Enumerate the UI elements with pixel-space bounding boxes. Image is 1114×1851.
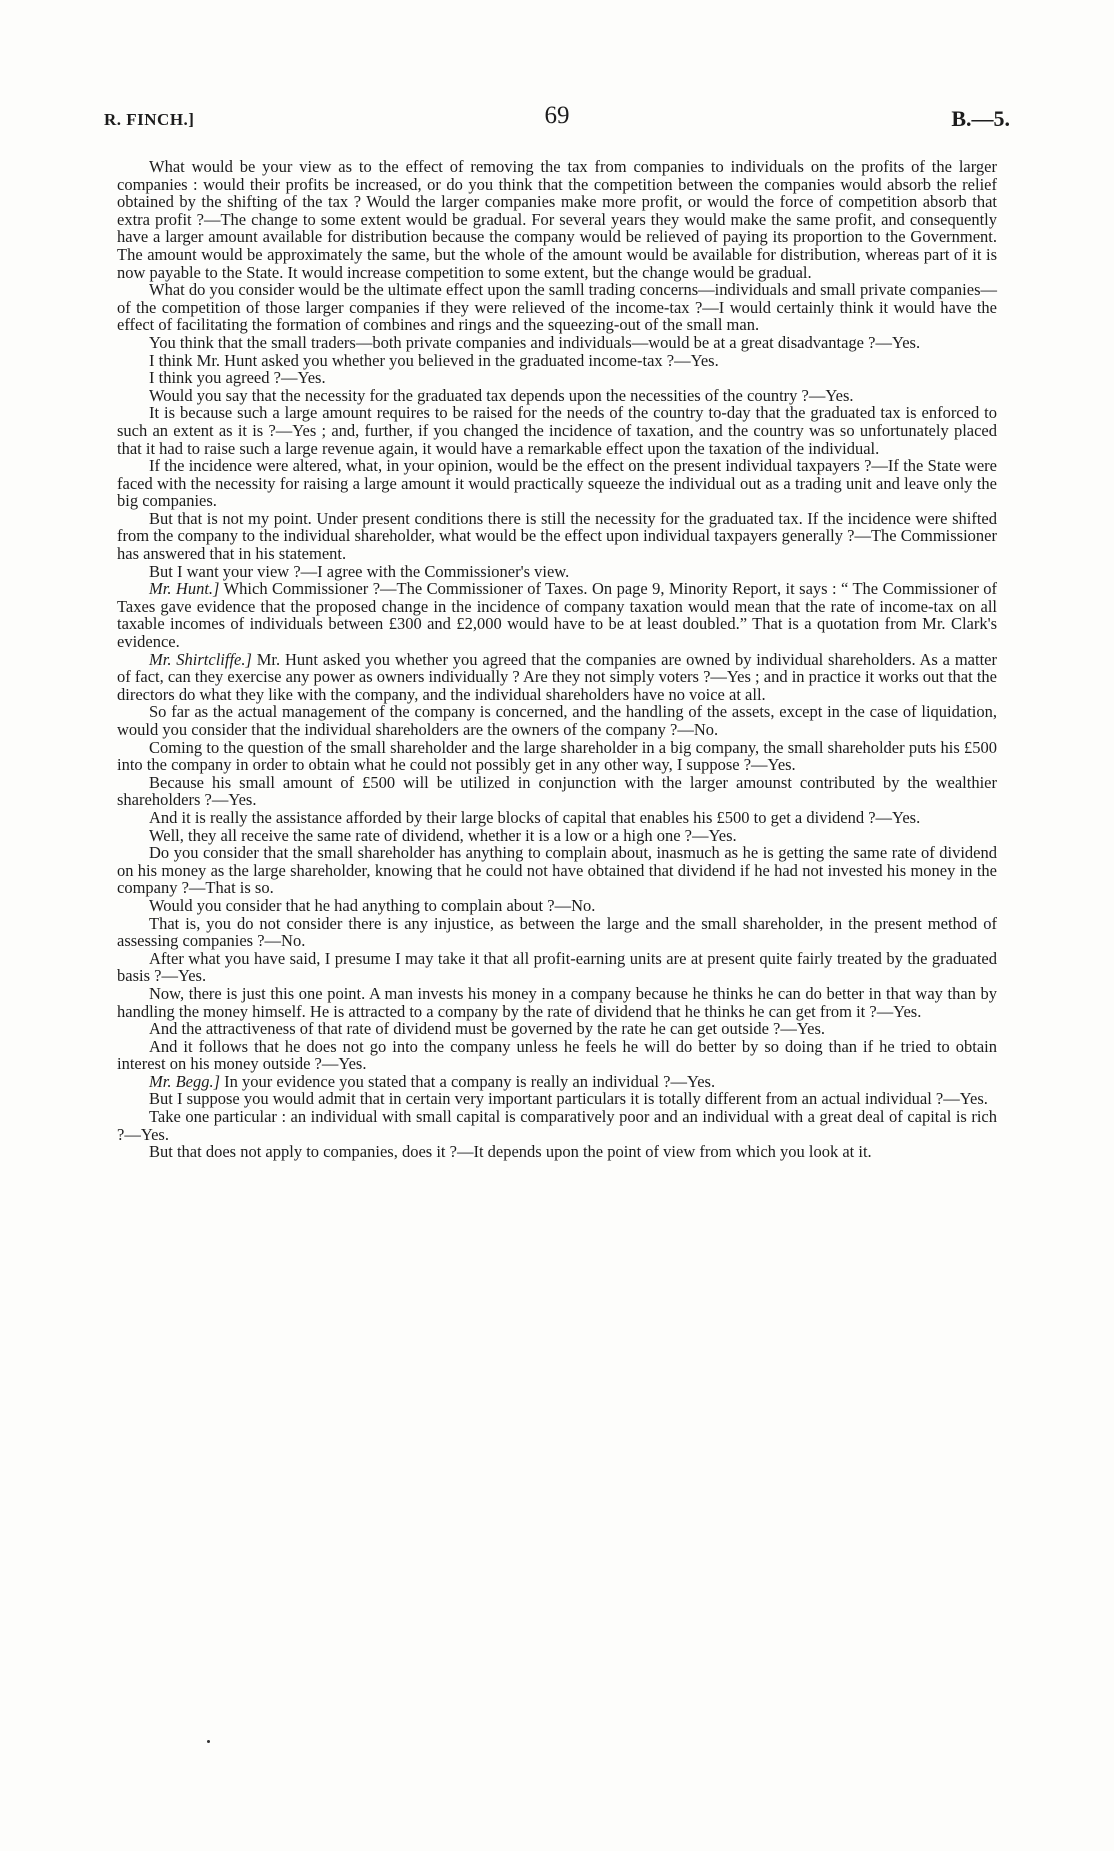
paragraph [117, 844, 997, 897]
paragraph-text: But I want your view ?—I agree with the Commissioner's view. [149, 561, 570, 581]
paragraph-text: You think that the small traders—both private companies and individuals—would be at a great disadvantage ?—Yes. [149, 332, 921, 352]
paragraph-text: Coming to the question of the small shareholder and the large shareholder in a big company, the small shareholder puts his £500 into the company in order to obtain what he could not possibly get in any other way, I suppose ?—Yes. [117, 737, 997, 775]
paragraph-text: So far as the actual management of the company is concerned, and the handling of the assets, except in the case of liquidation, would you consider that the individual shareholders are the owners of the company ?—No. [117, 702, 997, 739]
paragraph-text: Well, they all receive the same rate of dividend, whether it is a low or a high one ?—Yes. [149, 825, 737, 845]
paragraph [117, 651, 997, 704]
paragraph-text: After what you have said, I presume I may take it that all profit-earning units are at present quite fairly treated by the graduated basis ?—Yes. [117, 948, 997, 986]
speaker-label: Mr. Hunt.] [149, 579, 220, 599]
paragraph [117, 985, 997, 1020]
paragraph-text: It is because such a large amount requires to be raised for the needs of the country to-day that the graduated tax is enforced to such an extent as it is ?—Yes ; and, further, if you changed the incidence of taxation, and the country was so unfortunately placed that it had to raise such a large revenue again, it would have a remarkable effect upon the taxation of the individual. [117, 403, 997, 458]
paragraph [117, 897, 997, 915]
paragraph [117, 774, 997, 809]
paragraph-text: Would you say that the necessity for the graduated tax depends upon the necessities of the country ?—Yes. [149, 385, 854, 405]
paragraph [117, 352, 997, 370]
paragraph [117, 1108, 997, 1143]
header-witness-name: R. FINCH.] [104, 110, 195, 129]
paragraph-text: I think you agreed ?—Yes. [149, 368, 326, 388]
paragraph [117, 915, 997, 950]
paragraph-text: Which Commissioner ?—The Commissioner of Taxes. On page 9, Minority Report, it says : “ The Commissioner of Taxes gave evidence that the proposed change in the incidence of company taxation would mean that the rate of income-tax on all taxable incomes of individuals between £300 and £2,000 would have to be at least doubled.” That is a quotation from Mr. Clark's evidence. [117, 579, 997, 652]
paragraph-text: Would you consider that he had anything to complain about ?—No. [149, 895, 596, 915]
paragraph [117, 404, 997, 457]
paragraph-text: Do you consider that the small shareholder has anything to complain about, inasmuch as he is getting the same rate of dividend on his money as the large shareholder, knowing that he could not have obtained that dividend if he had not invested his money in the company ?—That is so. [117, 843, 997, 898]
paragraph [117, 510, 997, 563]
speaker-label: Mr. Shirtcliffe.] [149, 649, 252, 669]
paragraph [117, 1073, 997, 1091]
paragraph-text: But that does not apply to companies, does it ?—It depends upon the point of view from which you look at it. [149, 1142, 872, 1162]
paragraph [117, 580, 997, 650]
paragraph-text: I think Mr. Hunt asked you whether you believed in the graduated income-tax ?—Yes. [149, 350, 719, 370]
paragraph [117, 809, 997, 827]
page-header [104, 102, 1010, 136]
page-number: 69 [544, 102, 570, 129]
paragraph-text: What do you consider would be the ultimate effect upon the samll trading concerns—individuals and small private companies—of the competition of those larger companies if they were relieved of the income-tax ?—I would certainly think it would have the effect of facilitating the formation of combines and rings and the squeezing-out of the small man. [117, 280, 997, 335]
paragraph [117, 739, 997, 774]
paragraph-text: Because his small amount of £500 will be utilized in conjunction with the larger amounst contributed by the wealthier shareholders ?—Yes. [117, 772, 997, 810]
paragraph [117, 703, 997, 738]
paragraph-text: Take one particular : an individual with small capital is comparatively poor and an individual with a great deal of capital is rich ?—Yes. [117, 1107, 997, 1144]
paragraph [117, 1020, 997, 1038]
paragraph-text: That is, you do not consider there is any injustice, as between the large and the small shareholder, in the present method of assessing companies ?—No. [117, 913, 997, 951]
paragraph-text: Mr. Hunt asked you whether you agreed that the companies are owned by individual shareholders. As a matter of fact, can they exercise any power as owners individually ? Are they not simply voters ?—Yes ; and in practice it works out that the directors do what they like with the company, and the individual shareholders have no voice at all. [117, 649, 997, 704]
paragraph [117, 158, 997, 281]
paragraph [117, 457, 997, 510]
paragraph-text: What would be your view as to the effect of removing the tax from companies to individuals on the profits of the larger companies : would their profits be increased, or do you think that the competition between the companies would absorb the relief obtained by the shifting of the tax ? Would the larger companies make more profit, or would the force of competition absorb that extra profit ?—The change to some extent would be gradual. For several years they would make the same profit, and consequently have a larger amount available for distribution because the company would be relieved of paying its proportion to the Government. The amount would be approximately the same, but the whole of the amount would be available for distribution, whereas part of it is now payable to the State. It would increase competition to some extent, but the change would be gradual. [117, 157, 997, 282]
paragraph-text: But I suppose you would admit that in certain very important particulars it is totally different from an actual individual ?—Yes. [149, 1089, 988, 1109]
paragraph-text: And it is really the assistance afforded by their large blocks of capital that enables his £500 to get a dividend ?—Yes. [149, 807, 921, 827]
paragraph [117, 1143, 997, 1161]
paragraph [117, 563, 997, 581]
paragraph-text: But that is not my point. Under present conditions there is still the necessity for the graduated tax. If the incidence were shifted from the company to the individual shareholder, what would be the effect upon individual taxpayers generally ?—The Commissioner has answered that in his statement. [117, 508, 997, 564]
paragraph [117, 827, 997, 845]
paragraph-text: In your evidence you stated that a company is really an individual ?—Yes. [220, 1071, 716, 1091]
paragraph [117, 281, 997, 334]
paragraph [117, 334, 997, 352]
paragraph [117, 1038, 997, 1073]
paragraph [117, 369, 997, 387]
document-reference: B.—5. [951, 106, 1010, 131]
paragraph [117, 950, 997, 985]
print-speck [207, 1740, 210, 1743]
evidence-transcript [117, 158, 997, 1161]
paragraph-text: And it follows that he does not go into the company unless he feels he will do better by so doing than if he tried to obtain interest on his money outside ?—Yes. [117, 1036, 997, 1074]
paragraph-text: Now, there is just this one point. A man invests his money in a company because he thinks he can do better in that way than by handling the money himself. He is attracted to a company by the rate of dividend that he thinks he can get from it ?—Yes. [117, 983, 997, 1021]
paragraph-text: And the attractiveness of that rate of dividend must be governed by the rate he can get outside ?—Yes. [149, 1019, 826, 1039]
paragraph [117, 387, 997, 405]
speaker-label: Mr. Begg.] [149, 1071, 221, 1091]
paragraph-text: If the incidence were altered, what, in your opinion, would be the effect on the present individual taxpayers ?—If the State were faced with the necessity for raising a large amount it would practically squeeze the individual out as a trading unit and leave only the big companies. [117, 456, 997, 511]
paragraph [117, 1090, 997, 1108]
